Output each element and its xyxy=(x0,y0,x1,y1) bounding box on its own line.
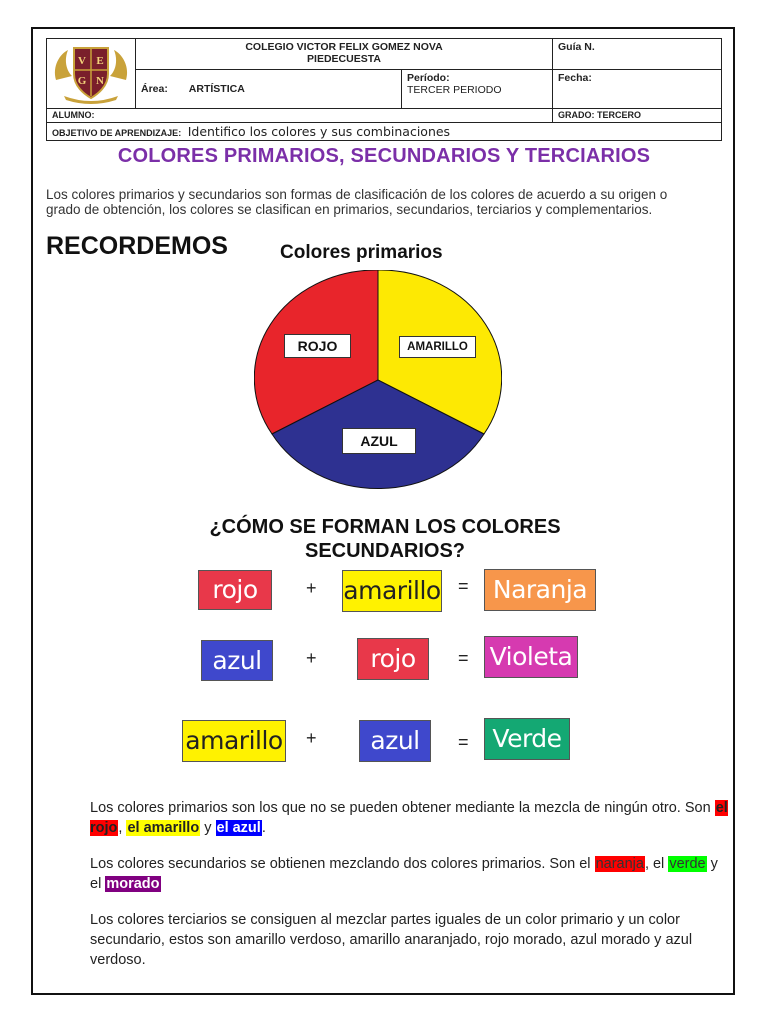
combo1-swatch-rojo: rojo xyxy=(198,570,272,610)
p2-text: Los colores secundarios se obtienen mezclando dos colores primarios. Son el xyxy=(90,856,595,872)
combo3-swatch-verde: Verde xyxy=(484,718,570,760)
header-table xyxy=(46,38,722,141)
p1-comma: , xyxy=(118,820,127,836)
p1-text: Los colores primarios son los que no se pueden obtener mediante la mezcla de ningún otro. Son xyxy=(90,800,715,816)
area-cell xyxy=(136,70,402,109)
primary-colors-paragraph xyxy=(90,798,730,838)
grado-label: GRADO: TERCERO xyxy=(558,110,641,120)
combo3-swatch-azul: azul xyxy=(359,720,431,762)
primary-colors-pie xyxy=(254,270,502,490)
combo2-swatch-rojo: rojo xyxy=(357,638,429,680)
p2-comma: , el xyxy=(644,856,669,872)
periodo-label: Período: xyxy=(407,72,450,84)
school-logo xyxy=(47,39,136,109)
combo1-plus: + xyxy=(306,578,317,598)
p2-y: y el xyxy=(90,856,718,892)
school-name-cell xyxy=(136,39,553,70)
periodo-cell xyxy=(402,70,553,109)
logo-letter-e: E xyxy=(96,55,104,67)
tertiary-colors-paragraph: Los colores terciarios se consiguen al mezclar partes iguales de un color primario y un color secundario, estos son amarillo verdoso, amarillo anaranjado, rojo morado, azul morado y azul verdoso. xyxy=(90,912,693,968)
p1-end: . xyxy=(261,820,266,836)
secondary-colors-paragraph xyxy=(90,854,730,894)
combo2-plus: + xyxy=(306,648,317,668)
fecha-cell xyxy=(553,70,722,109)
combo1-equals: = xyxy=(458,576,469,596)
logo-letter-v: V xyxy=(78,55,86,67)
highlight-morado: morado xyxy=(106,876,160,892)
combo3-plus: + xyxy=(306,728,317,748)
combo3-equals: = xyxy=(458,732,469,752)
objetivo-label: OBJETIVO DE APRENDIZAJE: xyxy=(52,128,182,138)
highlight-verde: verde xyxy=(669,856,706,872)
guia-cell xyxy=(553,39,722,70)
page-title: COLORES PRIMARIOS, SECUNDARIOS Y TERCIARIOS xyxy=(117,145,651,167)
alumno-label: ALUMNO: xyxy=(52,110,95,120)
intro-paragraph: Los colores primarios y secundarios son formas de clasificación de los colores de acuerdo a su origen o grado de obtención, los colores se clasifican en primarios, secundarios, terciarios y complementarios. xyxy=(46,187,668,217)
area-value: ARTÍSTICA xyxy=(188,83,245,95)
logo-letter-n: N xyxy=(96,75,104,87)
secondary-heading-line2: SECUNDARIOS? xyxy=(304,540,465,562)
combo1-swatch-amarillo: amarillo xyxy=(342,570,442,612)
combo2-swatch-azul: azul xyxy=(201,640,273,681)
combo2-swatch-violeta: Violeta xyxy=(484,636,578,678)
logo-letter-g: G xyxy=(77,75,87,87)
combo1-swatch-naranja: Naranja xyxy=(484,569,596,611)
pie-label-amarillo: AMARILLO xyxy=(399,336,476,358)
secondary-heading-line1: ¿CÓMO SE FORMAN LOS COLORES xyxy=(209,516,561,538)
pie-label-azul: AZUL xyxy=(342,428,416,454)
objetivo-text: Identifico los colores y sus combinaciones xyxy=(187,124,451,139)
fecha-label: Fecha: xyxy=(558,72,592,84)
highlight-azul: el azul xyxy=(216,820,261,836)
secondary-colors-heading xyxy=(150,515,620,563)
highlight-amarillo: el amarillo xyxy=(127,820,200,836)
highlight-naranja: naranja xyxy=(595,856,644,872)
area-label: Área: xyxy=(141,83,168,95)
pie-title: Colores primarios xyxy=(280,242,443,263)
highlight-rojo: el rojo xyxy=(90,800,728,836)
page-frame xyxy=(31,27,735,995)
combo3-swatch-amarillo: amarillo xyxy=(182,720,286,762)
combo2-equals: = xyxy=(458,648,469,668)
recordemos-heading: RECORDEMOS xyxy=(46,232,228,260)
guia-label: Guía N. xyxy=(558,41,595,53)
objetivo-cell xyxy=(47,123,722,141)
alumno-cell xyxy=(47,109,553,123)
school-name-line2: PIEDECUESTA xyxy=(307,53,381,65)
crest-icon xyxy=(50,40,132,104)
grado-cell xyxy=(553,109,722,123)
periodo-value: TERCER PERIODO xyxy=(407,84,502,96)
pie-label-rojo: ROJO xyxy=(284,334,351,358)
school-name-line1: COLEGIO VICTOR FELIX GOMEZ NOVA xyxy=(245,41,443,53)
p1-y: y xyxy=(200,820,216,836)
